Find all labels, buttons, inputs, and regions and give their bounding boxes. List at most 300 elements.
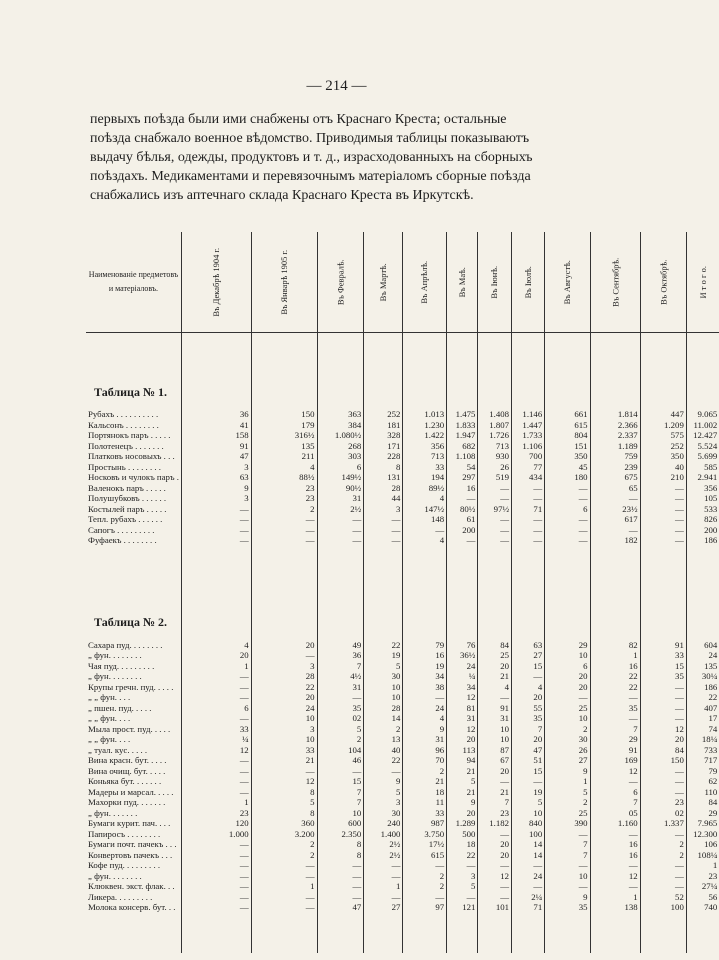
value-cell: 5.699 bbox=[686, 451, 719, 462]
month-header bbox=[512, 232, 545, 333]
value-cell: — bbox=[512, 525, 545, 536]
month-header bbox=[478, 232, 512, 333]
value-cell: — bbox=[251, 514, 317, 525]
value-cell: — bbox=[640, 787, 686, 798]
month-header-label: Въ Іюнѣ. bbox=[489, 265, 500, 299]
value-cell: 733 bbox=[686, 745, 719, 756]
value-cell: 29 bbox=[545, 640, 590, 651]
value-cell: 23 bbox=[181, 808, 251, 819]
value-cell: 24 bbox=[447, 661, 478, 672]
value-cell: 15 bbox=[317, 776, 364, 787]
value-cell: 8 bbox=[364, 462, 403, 473]
gap-cell bbox=[640, 546, 686, 582]
value-cell: — bbox=[545, 692, 590, 703]
value-cell: 105 bbox=[686, 493, 719, 504]
gap-cell bbox=[640, 913, 686, 953]
table-row bbox=[86, 525, 719, 536]
value-cell: 2 bbox=[403, 766, 447, 777]
value-cell: 2¼ bbox=[512, 892, 545, 903]
table-tail bbox=[86, 913, 719, 953]
value-cell: 1 bbox=[590, 650, 640, 661]
value-cell: 194 bbox=[403, 472, 447, 483]
value-cell: — bbox=[545, 829, 590, 840]
value-cell: — bbox=[364, 860, 403, 871]
value-cell: — bbox=[478, 692, 512, 703]
value-cell: 10 bbox=[251, 734, 317, 745]
value-cell: — bbox=[640, 493, 686, 504]
item-name: „ пшен. пуд. . . . . bbox=[88, 702, 152, 713]
caption-cell bbox=[478, 351, 512, 409]
value-cell: 1.289 bbox=[447, 818, 478, 829]
value-cell: 1.833 bbox=[447, 420, 478, 431]
value-cell: 5 bbox=[545, 787, 590, 798]
value-cell: — bbox=[181, 514, 251, 525]
value-cell: 40 bbox=[640, 462, 686, 473]
value-cell: — bbox=[317, 766, 364, 777]
value-cell: 239 bbox=[590, 462, 640, 473]
value-cell: — bbox=[590, 692, 640, 703]
value-cell: 303 bbox=[317, 451, 364, 462]
value-cell: — bbox=[403, 525, 447, 536]
value-cell: 1.447 bbox=[512, 420, 545, 431]
value-cell: — bbox=[640, 535, 686, 546]
value-cell: 682 bbox=[447, 441, 478, 452]
month-header-label: Въ Августѣ. bbox=[562, 259, 573, 305]
value-cell: 434 bbox=[512, 472, 545, 483]
value-cell: — bbox=[478, 860, 512, 871]
value-cell: 19 bbox=[364, 650, 403, 661]
value-cell: 22 bbox=[251, 682, 317, 693]
value-cell: 63 bbox=[512, 640, 545, 651]
value-cell: 20 bbox=[181, 650, 251, 661]
value-cell: 44 bbox=[364, 493, 403, 504]
item-name: Чая пуд. . . . . . . . . bbox=[88, 660, 155, 671]
value-cell: — bbox=[317, 892, 364, 903]
value-cell: — bbox=[181, 692, 251, 703]
value-cell: 148 bbox=[403, 514, 447, 525]
value-cell: — bbox=[317, 871, 364, 882]
item-name: Носковъ и чулокъ паръ . bbox=[88, 472, 179, 482]
value-cell: 2 bbox=[545, 724, 590, 735]
gap-cell bbox=[251, 913, 317, 953]
value-cell: — bbox=[364, 871, 403, 882]
value-cell: 110 bbox=[686, 787, 719, 798]
value-cell: 147½ bbox=[403, 504, 447, 515]
value-cell: 12.427 bbox=[686, 430, 719, 441]
value-cell: — bbox=[512, 860, 545, 871]
month-header-label: Въ Маѣ. bbox=[457, 266, 468, 298]
table-row bbox=[86, 451, 719, 462]
item-name: Кофе пуд. . . . . . . . . bbox=[88, 860, 161, 870]
value-cell: — bbox=[317, 881, 364, 892]
value-cell: 9 bbox=[447, 797, 478, 808]
value-cell: — bbox=[251, 902, 317, 913]
value-cell: 29 bbox=[590, 734, 640, 745]
value-cell: 2 bbox=[640, 850, 686, 861]
caption-cell bbox=[512, 582, 545, 640]
value-cell: 41 bbox=[181, 420, 251, 431]
value-cell: — bbox=[447, 892, 478, 903]
value-cell: 350 bbox=[545, 451, 590, 462]
value-cell: 186 bbox=[686, 682, 719, 693]
value-cell: — bbox=[545, 483, 590, 494]
value-cell: 200 bbox=[447, 525, 478, 536]
value-cell: 5 bbox=[364, 661, 403, 672]
gap-cell bbox=[640, 333, 686, 352]
table-row bbox=[86, 535, 719, 546]
value-cell: 49 bbox=[317, 640, 364, 651]
value-cell: — bbox=[640, 703, 686, 714]
value-cell: — bbox=[181, 881, 251, 892]
value-cell: — bbox=[181, 871, 251, 882]
item-name: „ фун. . . . . . . . bbox=[88, 870, 142, 881]
month-header bbox=[251, 232, 317, 333]
value-cell: 8 bbox=[317, 850, 364, 861]
caption-cell bbox=[686, 582, 719, 640]
value-cell: 10 bbox=[317, 808, 364, 819]
value-cell: 13 bbox=[364, 734, 403, 745]
table-row bbox=[86, 640, 719, 651]
item-name: Простынь . . . . . . . . bbox=[88, 461, 161, 472]
month-header bbox=[317, 232, 364, 333]
value-cell: 82 bbox=[590, 640, 640, 651]
value-cell: 151 bbox=[545, 441, 590, 452]
value-cell: 35 bbox=[545, 902, 590, 913]
value-cell: 7 bbox=[545, 850, 590, 861]
value-cell: 33 bbox=[403, 462, 447, 473]
value-cell: 713 bbox=[478, 441, 512, 452]
value-cell: — bbox=[317, 692, 364, 703]
value-cell: 47 bbox=[317, 902, 364, 913]
value-cell: 33 bbox=[181, 724, 251, 735]
table-row bbox=[86, 504, 719, 515]
value-cell: 1.422 bbox=[403, 430, 447, 441]
value-cell: — bbox=[403, 692, 447, 703]
value-cell: — bbox=[478, 776, 512, 787]
item-name: „ „ фун. . . . bbox=[88, 713, 131, 723]
value-cell: — bbox=[181, 776, 251, 787]
caption-cell bbox=[590, 351, 640, 409]
value-cell: 131 bbox=[364, 472, 403, 483]
value-cell: 79 bbox=[403, 640, 447, 651]
value-cell: — bbox=[181, 671, 251, 682]
value-cell: — bbox=[181, 504, 251, 515]
value-cell: 89½ bbox=[403, 483, 447, 494]
name-column-header bbox=[86, 232, 181, 333]
value-cell: 328 bbox=[364, 430, 403, 441]
value-cell: 27¼ bbox=[686, 881, 719, 892]
table-row bbox=[86, 839, 719, 850]
value-cell: — bbox=[545, 514, 590, 525]
month-header bbox=[447, 232, 478, 333]
value-cell: 10 bbox=[364, 682, 403, 693]
value-cell: — bbox=[364, 535, 403, 546]
value-cell: 02 bbox=[317, 713, 364, 724]
value-cell: 18¼ bbox=[686, 734, 719, 745]
value-cell: — bbox=[590, 525, 640, 536]
table-row bbox=[86, 850, 719, 861]
value-cell: 447 bbox=[640, 409, 686, 420]
value-cell: — bbox=[364, 892, 403, 903]
value-cell: 1.146 bbox=[512, 409, 545, 420]
item-name: „ фун. . . . . . . . bbox=[88, 671, 142, 681]
value-cell: 106 bbox=[686, 839, 719, 850]
value-cell: 28 bbox=[251, 671, 317, 682]
table-row bbox=[86, 483, 719, 494]
value-cell: 10 bbox=[545, 871, 590, 882]
value-cell: 1.160 bbox=[590, 818, 640, 829]
value-cell: 23 bbox=[251, 483, 317, 494]
intro-line: выдачу бѣлья, одежды, продуктовъ и т. д., израсходованныхъ на сборныхъ bbox=[90, 150, 533, 165]
section-title: Таблица № 2. bbox=[94, 615, 168, 629]
value-cell: 840 bbox=[512, 818, 545, 829]
gap-cell bbox=[478, 333, 512, 352]
caption-cell bbox=[478, 582, 512, 640]
value-cell: 1.080½ bbox=[317, 430, 364, 441]
gap-cell bbox=[447, 913, 478, 953]
table-row bbox=[86, 871, 719, 882]
month-header-label: Въ Декабрѣ 1904 г. bbox=[211, 247, 222, 317]
value-cell: 2 bbox=[317, 734, 364, 745]
caption-cell bbox=[686, 351, 719, 409]
table-row bbox=[86, 703, 719, 714]
value-cell: — bbox=[364, 766, 403, 777]
value-cell: — bbox=[181, 525, 251, 536]
value-cell: 350 bbox=[640, 451, 686, 462]
value-cell: 20 bbox=[545, 682, 590, 693]
value-cell: 211 bbox=[251, 451, 317, 462]
value-cell: 6 bbox=[590, 787, 640, 798]
value-cell: 9 bbox=[181, 483, 251, 494]
value-cell: 62 bbox=[686, 776, 719, 787]
item-name: „ „ фун. . . . bbox=[88, 692, 131, 702]
value-cell: 12 bbox=[181, 745, 251, 756]
table-row bbox=[86, 797, 719, 808]
month-header-label: Въ Сентябрѣ. bbox=[609, 257, 620, 307]
name-header-line: и матеріаловъ. bbox=[108, 284, 159, 293]
value-cell: 1.408 bbox=[478, 409, 512, 420]
value-cell: 240 bbox=[364, 818, 403, 829]
value-cell: 1 bbox=[181, 661, 251, 672]
value-cell: 63 bbox=[181, 472, 251, 483]
value-cell: 94 bbox=[447, 755, 478, 766]
value-cell: 1.230 bbox=[403, 420, 447, 431]
gap-cell bbox=[545, 913, 590, 953]
value-cell: 700 bbox=[512, 451, 545, 462]
item-name: Сапогъ . . . . . . . . . bbox=[88, 524, 155, 535]
item-name: „ фун. . . . . . . bbox=[88, 807, 138, 818]
item-name: Кальсонъ . . . . . . . . bbox=[88, 419, 159, 430]
caption-cell bbox=[403, 582, 447, 640]
gap-cell bbox=[686, 546, 719, 582]
table-row bbox=[86, 472, 719, 483]
value-cell: 91 bbox=[181, 441, 251, 452]
value-cell: 61 bbox=[447, 514, 478, 525]
gap-cell bbox=[403, 333, 447, 352]
value-cell: — bbox=[447, 493, 478, 504]
value-cell: 5 bbox=[364, 787, 403, 798]
value-cell: 22 bbox=[686, 692, 719, 703]
value-cell: 1.013 bbox=[403, 409, 447, 420]
table-row bbox=[86, 682, 719, 693]
value-cell: 20 bbox=[251, 692, 317, 703]
value-cell: 27 bbox=[512, 650, 545, 661]
item-name: Мыла прост. пуд. . . . . bbox=[88, 723, 171, 734]
value-cell: 3 bbox=[364, 504, 403, 515]
value-cell: 10 bbox=[478, 724, 512, 735]
value-cell: 20 bbox=[478, 839, 512, 850]
value-cell: 252 bbox=[640, 441, 686, 452]
value-cell: — bbox=[447, 535, 478, 546]
table-row bbox=[86, 514, 719, 525]
value-cell: 40 bbox=[364, 745, 403, 756]
item-name: Вина красн. бут. . . . . bbox=[88, 755, 167, 765]
value-cell: 90½ bbox=[317, 483, 364, 494]
caption-cell bbox=[545, 351, 590, 409]
value-cell: 135 bbox=[686, 661, 719, 672]
item-name: Платковъ носовыхъ . . . bbox=[88, 451, 175, 461]
item-name: Полотенецъ . . . . . . . bbox=[88, 440, 164, 451]
value-cell: — bbox=[181, 766, 251, 777]
value-cell: — bbox=[545, 493, 590, 504]
value-cell: — bbox=[251, 525, 317, 536]
value-cell: 585 bbox=[686, 462, 719, 473]
value-cell: 31 bbox=[403, 734, 447, 745]
value-cell: — bbox=[251, 871, 317, 882]
value-cell: 56 bbox=[686, 892, 719, 903]
value-cell: 101 bbox=[478, 902, 512, 913]
table-row bbox=[86, 493, 719, 504]
value-cell: 65 bbox=[590, 483, 640, 494]
item-name: „ фун. . . . . . . . bbox=[88, 650, 142, 660]
value-cell: 33 bbox=[640, 650, 686, 661]
value-cell: — bbox=[640, 713, 686, 724]
value-cell: 1.182 bbox=[478, 818, 512, 829]
value-cell: 987 bbox=[403, 818, 447, 829]
value-cell: 121 bbox=[447, 902, 478, 913]
value-cell: — bbox=[590, 881, 640, 892]
value-cell: 88½ bbox=[251, 472, 317, 483]
value-cell: 91 bbox=[640, 640, 686, 651]
value-cell: 79 bbox=[686, 766, 719, 777]
value-cell: 186 bbox=[686, 535, 719, 546]
value-cell: — bbox=[317, 535, 364, 546]
table-row bbox=[86, 650, 719, 661]
value-cell: — bbox=[478, 881, 512, 892]
value-cell: — bbox=[478, 525, 512, 536]
value-cell: 6 bbox=[181, 703, 251, 714]
month-header bbox=[686, 232, 719, 333]
value-cell: — bbox=[478, 892, 512, 903]
value-cell: 19 bbox=[403, 661, 447, 672]
value-cell: — bbox=[251, 535, 317, 546]
item-name: Коньяка бут. . . . . . . bbox=[88, 776, 162, 786]
gap-cell bbox=[512, 546, 545, 582]
caption-cell bbox=[512, 351, 545, 409]
value-cell: 6 bbox=[317, 462, 364, 473]
value-cell: 36½ bbox=[447, 650, 478, 661]
value-cell: — bbox=[317, 860, 364, 871]
value-cell: 252 bbox=[364, 409, 403, 420]
value-cell: — bbox=[640, 776, 686, 787]
value-cell: — bbox=[640, 871, 686, 882]
month-header-label: Въ Іюлѣ. bbox=[522, 265, 533, 299]
value-cell: 21 bbox=[447, 766, 478, 777]
month-header-label: Въ Февралѣ. bbox=[335, 259, 346, 305]
value-cell: 2½ bbox=[364, 850, 403, 861]
value-cell: 4½ bbox=[317, 671, 364, 682]
value-cell: 1.726 bbox=[478, 430, 512, 441]
section-gap bbox=[86, 333, 719, 352]
value-cell: 2.366 bbox=[590, 420, 640, 431]
value-cell: 35 bbox=[512, 713, 545, 724]
caption-cell bbox=[447, 351, 478, 409]
gap-cell bbox=[590, 333, 640, 352]
value-cell: 27 bbox=[545, 755, 590, 766]
value-cell: 34 bbox=[447, 682, 478, 693]
table-row bbox=[86, 829, 719, 840]
value-cell: 149½ bbox=[317, 472, 364, 483]
value-cell: 675 bbox=[590, 472, 640, 483]
value-cell: — bbox=[317, 525, 364, 536]
value-cell: 268 bbox=[317, 441, 364, 452]
value-cell: 25 bbox=[478, 650, 512, 661]
gap-cell bbox=[686, 333, 719, 352]
item-name: Крупы гречн. пуд. . . . . bbox=[88, 681, 174, 692]
value-cell: 22 bbox=[364, 755, 403, 766]
value-cell: ¼ bbox=[181, 734, 251, 745]
value-cell: 30 bbox=[364, 808, 403, 819]
value-cell: 8 bbox=[317, 839, 364, 850]
intro-line: поѣзда снабжало военное вѣдомство. Приводимыя таблицы показываютъ bbox=[90, 131, 530, 146]
value-cell: 2 bbox=[251, 839, 317, 850]
value-cell: — bbox=[478, 514, 512, 525]
item-name: „ „ фун. . . . bbox=[88, 734, 131, 744]
value-cell: 3.200 bbox=[251, 829, 317, 840]
value-cell: — bbox=[512, 493, 545, 504]
value-cell: 12 bbox=[590, 766, 640, 777]
caption-cell bbox=[181, 582, 251, 640]
value-cell: 169 bbox=[590, 755, 640, 766]
item-name: Вина очищ. бут. . . . . bbox=[88, 765, 166, 776]
value-cell: 25 bbox=[545, 808, 590, 819]
value-cell: 150 bbox=[640, 755, 686, 766]
intro-line: первыхъ поѣзда были ими снабжены отъ Краснаго Креста; остальные bbox=[90, 112, 507, 127]
value-cell: 2 bbox=[545, 797, 590, 808]
value-cell: 3 bbox=[251, 661, 317, 672]
value-cell: 4 bbox=[181, 640, 251, 651]
gap-cell bbox=[686, 913, 719, 953]
value-cell: ¼ bbox=[447, 671, 478, 682]
value-cell: 5 bbox=[251, 797, 317, 808]
value-cell: 1.106 bbox=[512, 441, 545, 452]
value-cell: 91 bbox=[478, 703, 512, 714]
value-cell: 2 bbox=[251, 504, 317, 515]
value-cell: 7 bbox=[512, 724, 545, 735]
value-cell: 9 bbox=[545, 766, 590, 777]
value-cell: 31 bbox=[317, 682, 364, 693]
value-cell: 15 bbox=[512, 766, 545, 777]
name-header-line: Наименованіе предметовъ bbox=[88, 270, 179, 279]
value-cell: 30¼ bbox=[686, 671, 719, 682]
item-name: Бумаги почт. пачекъ . . . bbox=[88, 839, 177, 849]
gap-cell bbox=[364, 913, 403, 953]
value-cell: 24 bbox=[686, 650, 719, 661]
value-cell: 100 bbox=[512, 829, 545, 840]
value-cell: 3 bbox=[181, 462, 251, 473]
value-cell: 84 bbox=[478, 640, 512, 651]
item-name: Костылей паръ . . . . . bbox=[88, 503, 167, 514]
